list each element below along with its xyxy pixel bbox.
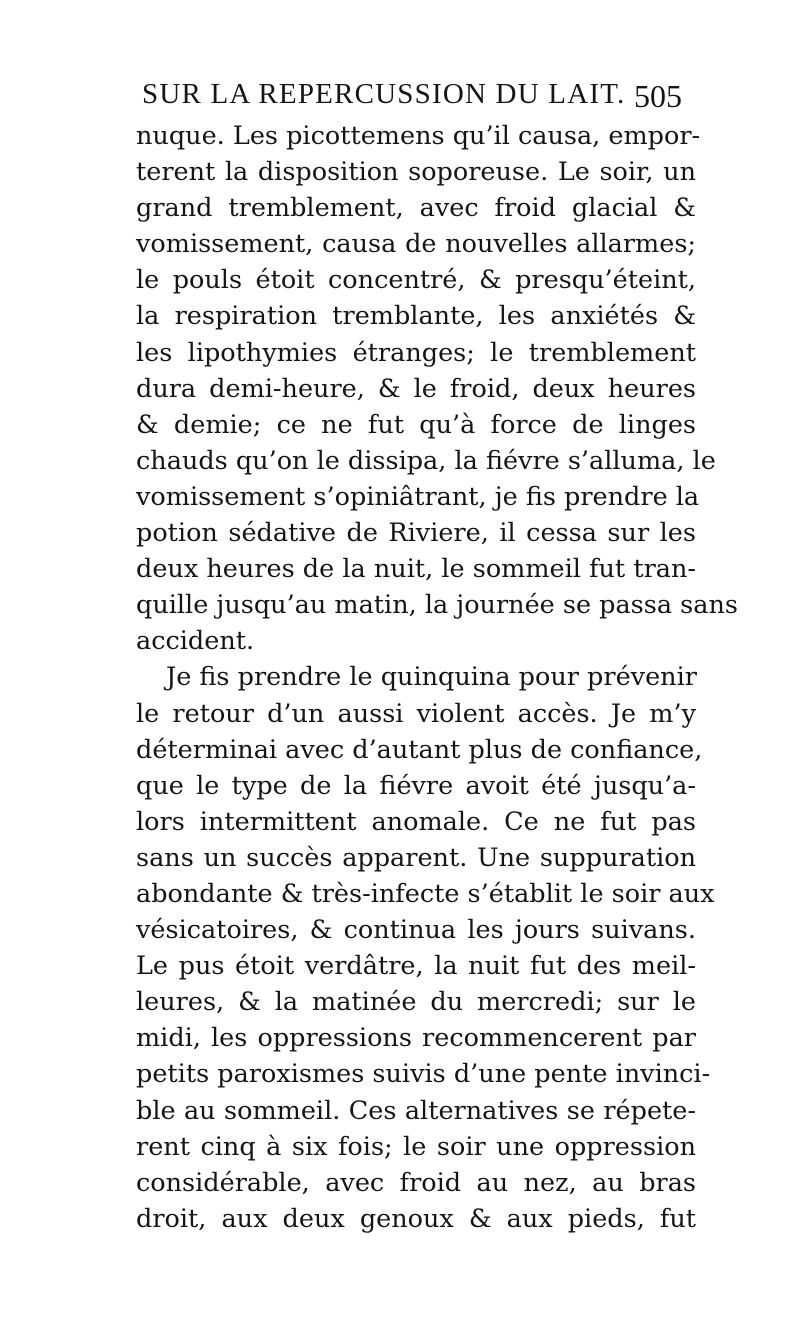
text-line: midi, les oppressions recommencerent par (136, 1023, 696, 1054)
text-line: leures, & la matinée du mercredi; sur le (136, 987, 696, 1018)
running-head (142, 78, 682, 118)
page-number: 505 (634, 78, 682, 114)
text-line: Je fis prendre le quinquina pour prévenir (166, 662, 697, 693)
text-line: rent cinq à six fois; le soir une oppression (136, 1131, 696, 1162)
text-line: que le type de la fiévre avoit été jusqu’a- (136, 770, 696, 801)
running-title: SUR LA REPERCUSSION DU LAIT. (142, 78, 626, 110)
text-line: accident. (136, 626, 255, 657)
text-line: petits paroxismes suivis d’une pente invinci- (136, 1059, 711, 1090)
text-line: potion sédative de Riviere, il cessa sur les (136, 518, 696, 549)
text-line: considérable, avec froid au nez, au bras (136, 1167, 696, 1198)
text-line: terent la disposition soporeuse. Le soir, un (136, 157, 696, 188)
text-line: Le pus étoit verdâtre, la nuit fut des meil- (136, 951, 696, 982)
text-line: dura demi-heure, & le froid, deux heures (136, 373, 696, 404)
text-line: quille jusqu’au matin, la journée se passa sans (136, 590, 738, 621)
text-line: lors intermittent anomale. Ce ne fut pas (136, 806, 696, 837)
text-line: deux heures de la nuit, le sommeil fut tran- (136, 554, 696, 585)
text-line: le pouls étoit concentré, & presqu’éteint, (136, 265, 696, 296)
text-line: vomissement s’opiniâtrant, je fis prendre la (136, 481, 700, 512)
paragraph-2 (136, 659, 715, 1237)
text-line: nuque. Les picottemens qu’il causa, empor- (136, 121, 701, 151)
text-line: sans un succès apparent. Une suppuration (136, 842, 696, 873)
text-line: abondante & très-infecte s’établit le soir aux (136, 878, 715, 909)
text-line: les lipothymies étranges; le tremblement (136, 337, 696, 368)
text-line: & demie; ce ne fut qu’à force de linges (136, 409, 696, 440)
text-line: déterminai avec d’autant plus de confiance, (136, 734, 703, 765)
text-line: grand tremblement, avec froid glacial & (136, 193, 696, 224)
body-text (136, 118, 738, 1237)
text-line: chauds qu’on le dissipa, la fiévre s’alluma, le (136, 445, 716, 476)
text-line: la respiration tremblante, les anxiétés & (136, 301, 696, 332)
text-line: vomissement, causa de nouvelles allarmes; (136, 229, 696, 260)
text-line: le retour d’un aussi violent accès. Je m’y (136, 698, 696, 729)
text-line: ble au sommeil. Ces alternatives se répete- (136, 1095, 696, 1126)
text-line: droit, aux deux genoux & aux pieds, fut (136, 1203, 696, 1234)
text-line: vésicatoires, & continua les jours suivans. (136, 915, 696, 946)
paragraph-1 (136, 118, 738, 659)
